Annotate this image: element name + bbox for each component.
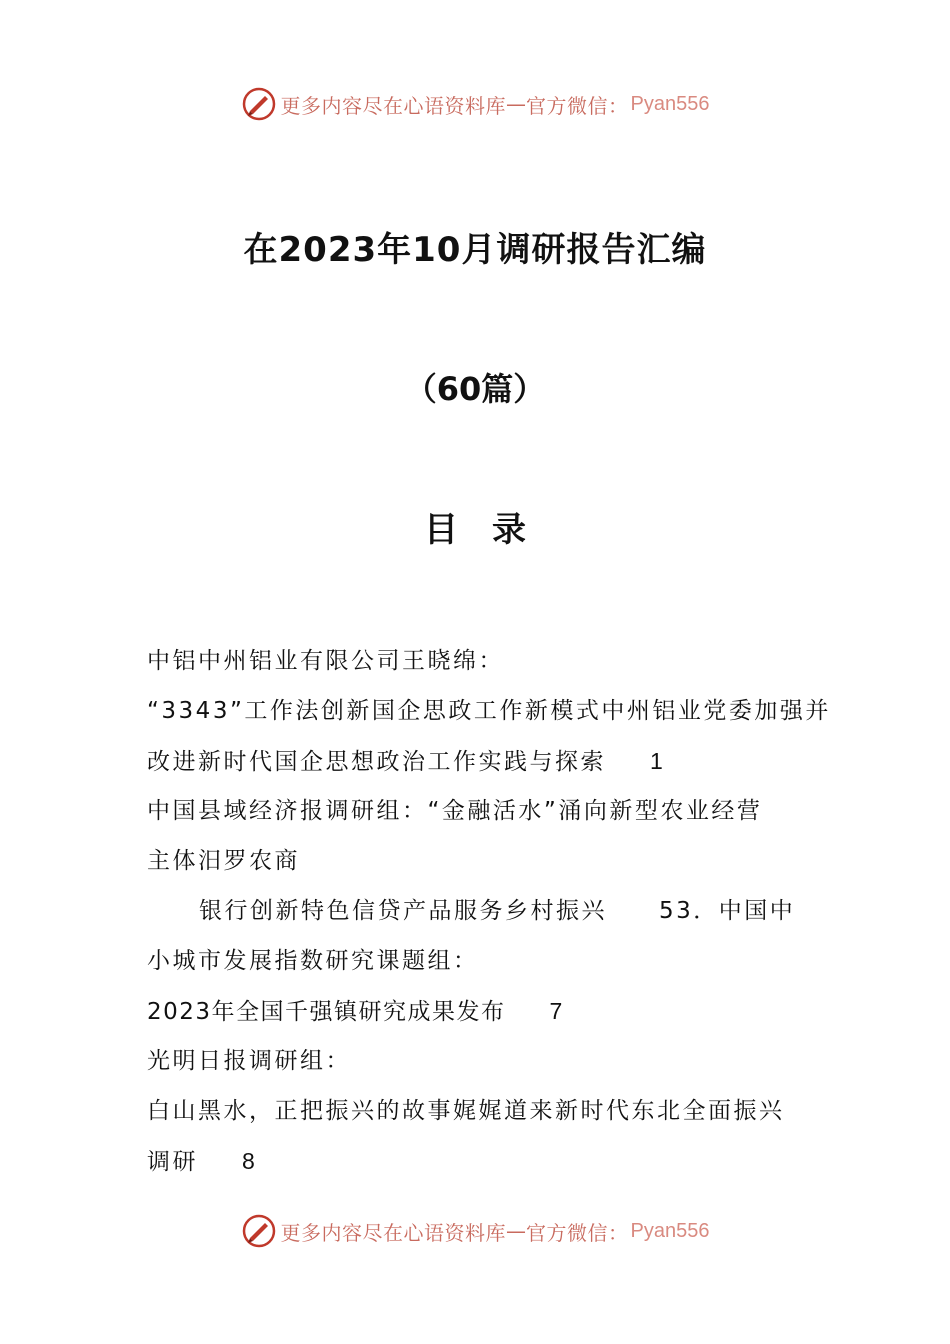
- toc-line-text: 2023年全国千强镇研究成果发布: [147, 999, 506, 1025]
- toc-page-number: 7: [549, 998, 563, 1024]
- toc-line-text: 光明日报调研组：: [147, 1048, 351, 1074]
- toc-line-text: 主体汨罗农商: [147, 848, 300, 874]
- toc-page-number: 53．中国中: [659, 898, 796, 924]
- banner-text: 更多内容尽在心语资料库: [280, 1220, 507, 1245]
- toc-line: [147, 686, 831, 736]
- document-subtitle: （60篇）: [404, 370, 546, 408]
- footer-watermark: [0, 1211, 950, 1251]
- banner-account: Pyan556: [630, 92, 710, 115]
- toc-line-text: 小城市发展指数研究课题组：: [147, 948, 479, 974]
- toc-page-number: 8: [242, 1148, 255, 1174]
- banner-label: 官方微信：: [526, 1220, 629, 1245]
- toc-line: [147, 1086, 807, 1136]
- toc-line-text: 中国县域经济报调研组：“金融活水”涌向新型农业经营: [147, 798, 763, 824]
- toc-line: [147, 1136, 807, 1186]
- banner-label: 官方微信：: [526, 93, 629, 118]
- document-title: 在2023年10月调研报告汇编: [243, 230, 707, 270]
- toc-line-text: 调研: [147, 1149, 198, 1175]
- banner-text: 更多内容尽在心语资料库: [280, 93, 507, 118]
- toc-page-number: 1: [650, 748, 663, 774]
- table-of-contents: [147, 636, 831, 1186]
- header-watermark: [0, 84, 950, 124]
- toc-line-text: “3343”工作法创新国企思政工作新模式中州铝业党委加强并: [147, 698, 831, 724]
- banner-dash: —: [506, 1219, 527, 1243]
- pen-logo-icon: [241, 1213, 277, 1249]
- toc-line-text: 银行创新特色信贷产品服务乡村振兴: [199, 898, 607, 924]
- toc-line: [147, 636, 807, 686]
- toc-line: [147, 1036, 807, 1086]
- toc-line-text: 中铝中州铝业有限公司王晓绵：: [147, 648, 504, 674]
- pen-logo-icon: [241, 86, 277, 122]
- toc-line: [147, 936, 807, 986]
- toc-line: [147, 736, 807, 786]
- toc-line: [147, 786, 807, 836]
- toc-line-text: 白山黑水，正把振兴的故事娓娓道来新时代东北全面振兴: [147, 1098, 785, 1124]
- toc-line: [147, 886, 807, 936]
- toc-line: [147, 836, 807, 886]
- toc-line-text: 改进新时代国企思想政治工作实践与探索: [147, 749, 606, 775]
- banner-dash: —: [506, 92, 527, 116]
- toc-line: [147, 986, 807, 1036]
- banner-account: Pyan556: [630, 1219, 710, 1242]
- toc-heading: 目录: [424, 510, 560, 550]
